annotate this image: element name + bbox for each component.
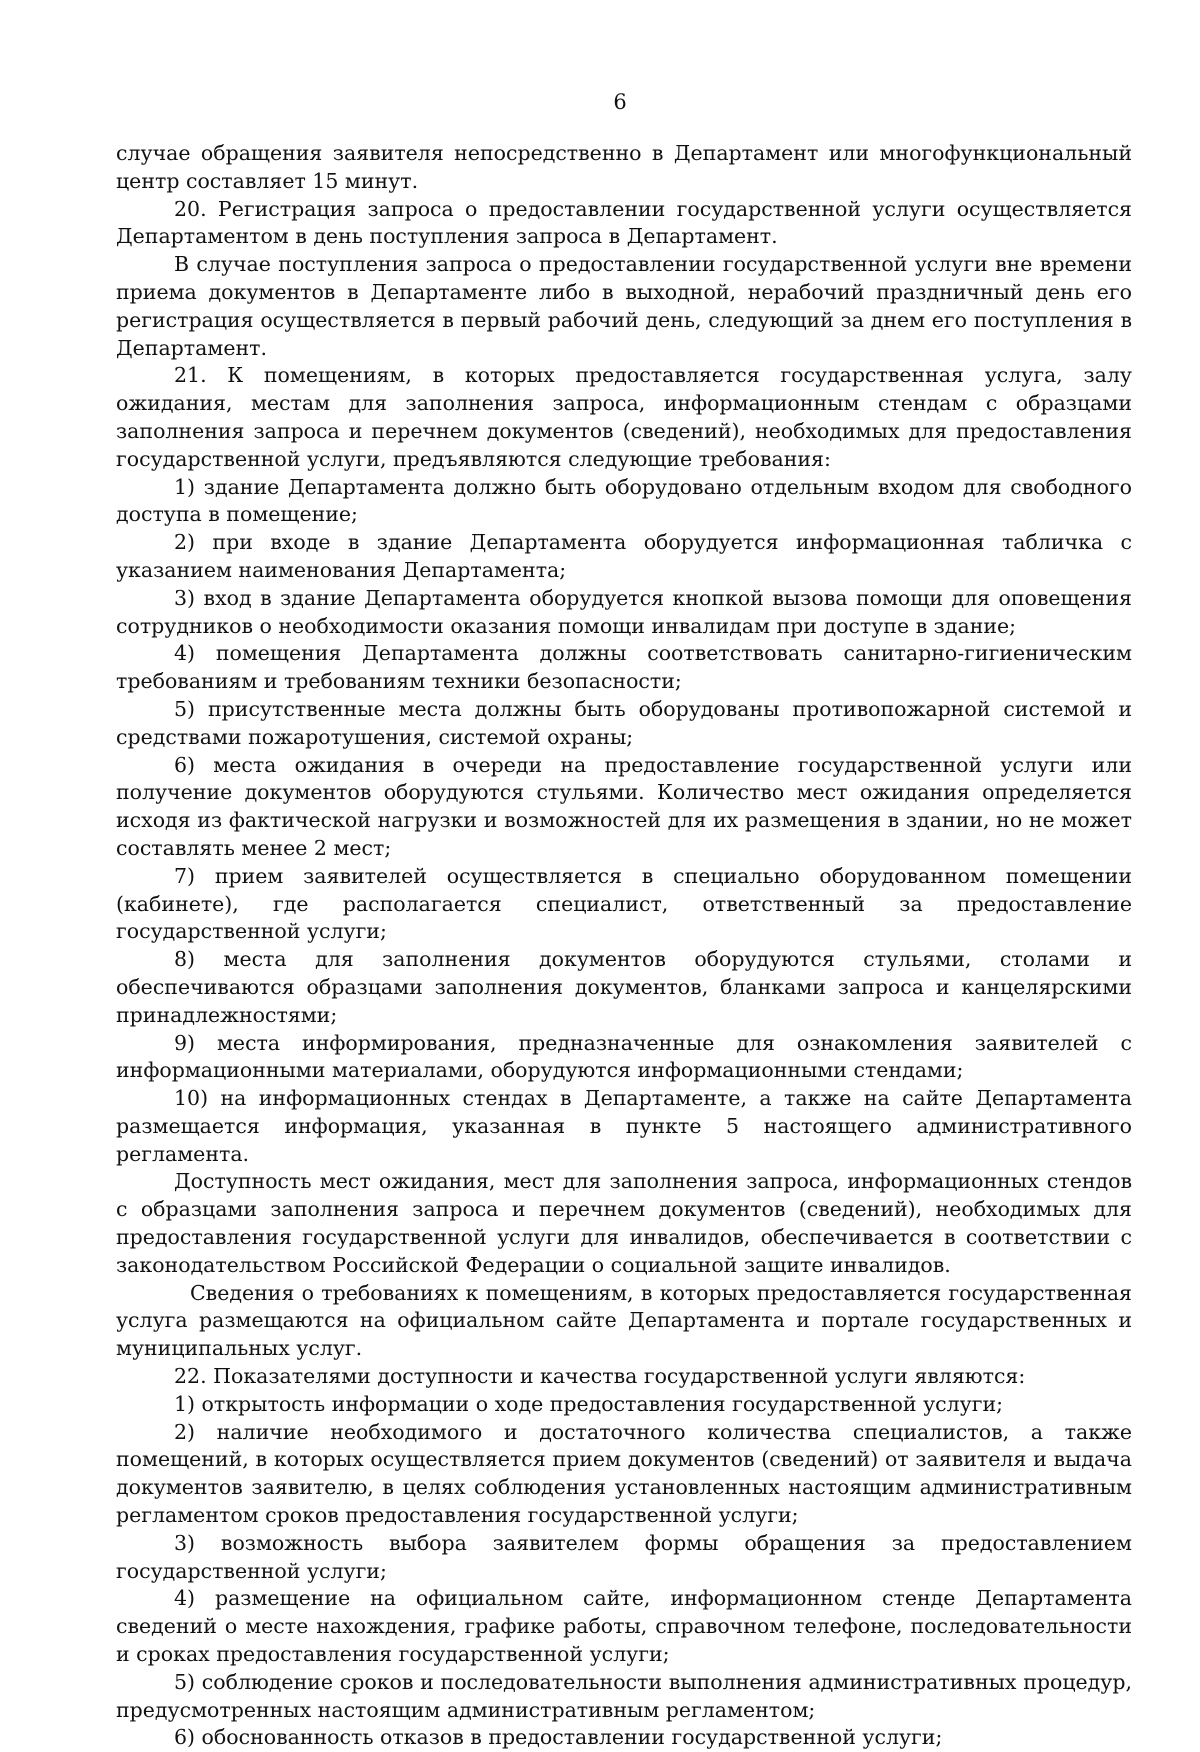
list-item-22-3: 3) возможность выбора заявителем формы обращения за предоставлением государственной услуги;: [116, 1530, 1132, 1583]
list-item-21-5: 5) присутственные места должны быть оборудованы противопожарной системой и средствами пожаротушения, системой охраны;: [116, 696, 1132, 749]
paragraph-continuation: случае обращения заявителя непосредственно в Департамент или многофункциональный центр составляет 15 минут.: [116, 141, 1132, 193]
list-item-21-7: 7) прием заявителей осуществляется в специально оборудованном помещении (кабинете), где располагается специалист, ответственный за предоставление государственной услуги;: [116, 863, 1132, 944]
list-item-21-8: 8) места для заполнения документов оборудуются стульями, столами и обеспечиваются образцами заполнения документов, бланками запроса и канцелярскими принадлежностями;: [116, 947, 1132, 1027]
list-item-21-9: 9) места информирования, предназначенные для ознакомления заявителей с информационными материалами, оборудуются информационными стендами;: [116, 1030, 1132, 1083]
paragraph-item-22: 22. Показателями доступности и качества государственной услуги являются:: [174, 1364, 1026, 1389]
document-body: [116, 140, 1132, 1752]
list-item-21-1: 1) здание Департамента должно быть оборудовано отдельным входом для свободного доступа в помещение;: [116, 474, 1132, 527]
paragraph-requirements-info: Сведения о требованиях к помещениям, в которых предоставляется государственная услуга размещаются на официальном сайте Департамента и портале государственных и муниципальных услуг.: [116, 1280, 1132, 1361]
list-item-22-1: 1) открытость информации о ходе предоставления государственной услуги;: [174, 1391, 1004, 1416]
list-item-22-2: 2) наличие необходимого и достаточного количества специалистов, а также помещений, в которых осуществляется прием документов (сведений) от заявителя и выдача документов заявителю, в целях соблюдения установленных настоящим административным регламентом сроков предоставления государственной услуги;: [116, 1419, 1132, 1528]
list-item-21-10: 10) на информационных стендах в Департаменте, а также на сайте Департамента размещается информация, указанная в пункте 5 настоящего административного регламента.: [116, 1086, 1132, 1166]
paragraph-item-21: 21. К помещениям, в которых предоставляется государственная услуга, залу ожидания, местам для заполнения запроса, информационным стендам с образцами заполнения запроса и перечнем документов (сведений), необходимых для предоставления государственной услуги, предъявляются следующие требования:: [116, 363, 1132, 471]
list-item-21-6: 6) места ожидания в очереди на предоставление государственной услуги или получение документов оборудуются стульями. Количество мест ожидания определяется исходя из фактической нагрузки и возможностей для их размещения в здании, но не может составлять менее 2 мест;: [116, 752, 1132, 860]
list-item-22-5: 5) соблюдение сроков и последовательности выполнения административных процедур, предусмотренных настоящим административным регламентом;: [116, 1669, 1132, 1722]
list-item-22-6: 6) обоснованность отказов в предоставлении государственной услуги;: [174, 1725, 943, 1750]
list-item-22-4: 4) размещение на официальном сайте, информационном стенде Департамента сведений о месте нахождения, графике работы, справочном телефоне, последовательности и сроках предоставления государственной услуги;: [116, 1586, 1132, 1667]
list-item-21-4: 4) помещения Департамента должны соответствовать санитарно-гигиеническим требованиям и требованиям техники безопасности;: [116, 641, 1132, 694]
page-number: 6: [613, 90, 627, 114]
list-item-21-2: 2) при входе в здание Департамента оборудуется информационная табличка с указанием наименования Департамента;: [116, 530, 1132, 582]
paragraph-item-20: 20. Регистрация запроса о предоставлении государственной услуги осуществляется Департаментом в день поступления запроса в Департамент.: [116, 196, 1132, 249]
paragraph-accessibility: Доступность мест ожидания, мест для заполнения запроса, информационных стендов с образцами заполнения запроса и перечнем документов (сведений), необходимых для предоставления государственной услуги для инвалидов, обеспечивается в соответствии с законодательством Российской Федерации о социальной защите инвалидов.: [116, 1169, 1132, 1277]
list-item-21-3: 3) вход в здание Департамента оборудуется кнопкой вызова помощи для оповещения сотрудников о необходимости оказания помощи инвалидам при доступе в здание;: [116, 585, 1132, 638]
paragraph-registration-offhours: В случае поступления запроса о предоставлении государственной услуги вне времени приема документов в Департаменте либо в выходной, нерабочий праздничный день его регистрация осуществляется в первый рабочий день, следующий за днем его поступления в Департамент.: [116, 252, 1132, 360]
